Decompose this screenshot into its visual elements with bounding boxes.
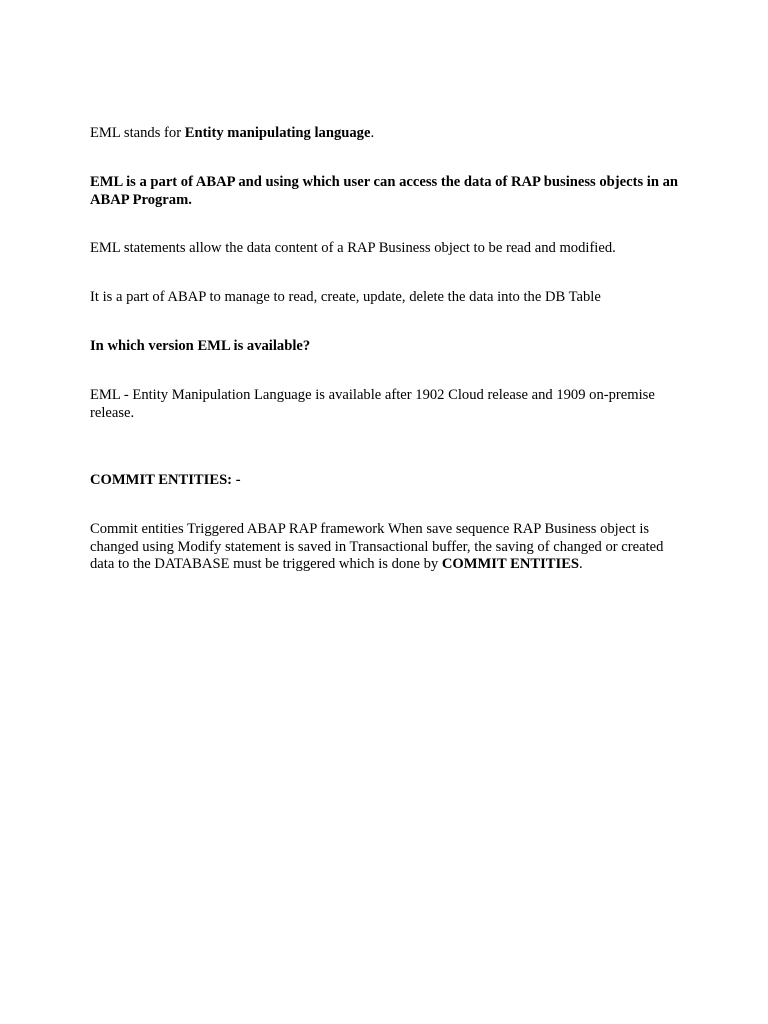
bold-term: Entity manipulating language: [184, 125, 371, 141]
paragraph-punctuation: .: [579, 556, 583, 572]
paragraph-eml-statements: EML statements allow the data content of a RAP Business object to be read and modified.: [90, 240, 616, 256]
paragraph-text: Commit entities Triggered ABAP RAP framework When save sequence RAP Business object is changed using Modify statement is saved in Transactional buffer, the saving of changed or created data to the DATABASE must be triggered which is done by: [90, 521, 664, 572]
paragraph-punctuation: .: [370, 125, 375, 141]
paragraph-commit-entities: [90, 521, 682, 574]
paragraph-text: EML stands for: [90, 125, 185, 141]
paragraph-eml-definition: [90, 125, 682, 143]
heading-commit-entities: COMMIT ENTITIES: -: [90, 472, 241, 488]
heading-eml-version: In which version EML is available?: [90, 338, 311, 354]
paragraph-eml-part-of-abap: EML is a part of ABAP and using which user can access the data of RAP business objects in an ABAP Program.: [90, 174, 679, 208]
paragraph-eml-crud: It is a part of ABAP to manage to read, create, update, delete the data into the DB Table: [90, 289, 601, 305]
paragraph-eml-availability: EML - Entity Manipulation Language is available after 1902 Cloud release and 1909 on-premise release.: [90, 387, 655, 421]
bold-term: COMMIT ENTITIES: [441, 556, 580, 572]
